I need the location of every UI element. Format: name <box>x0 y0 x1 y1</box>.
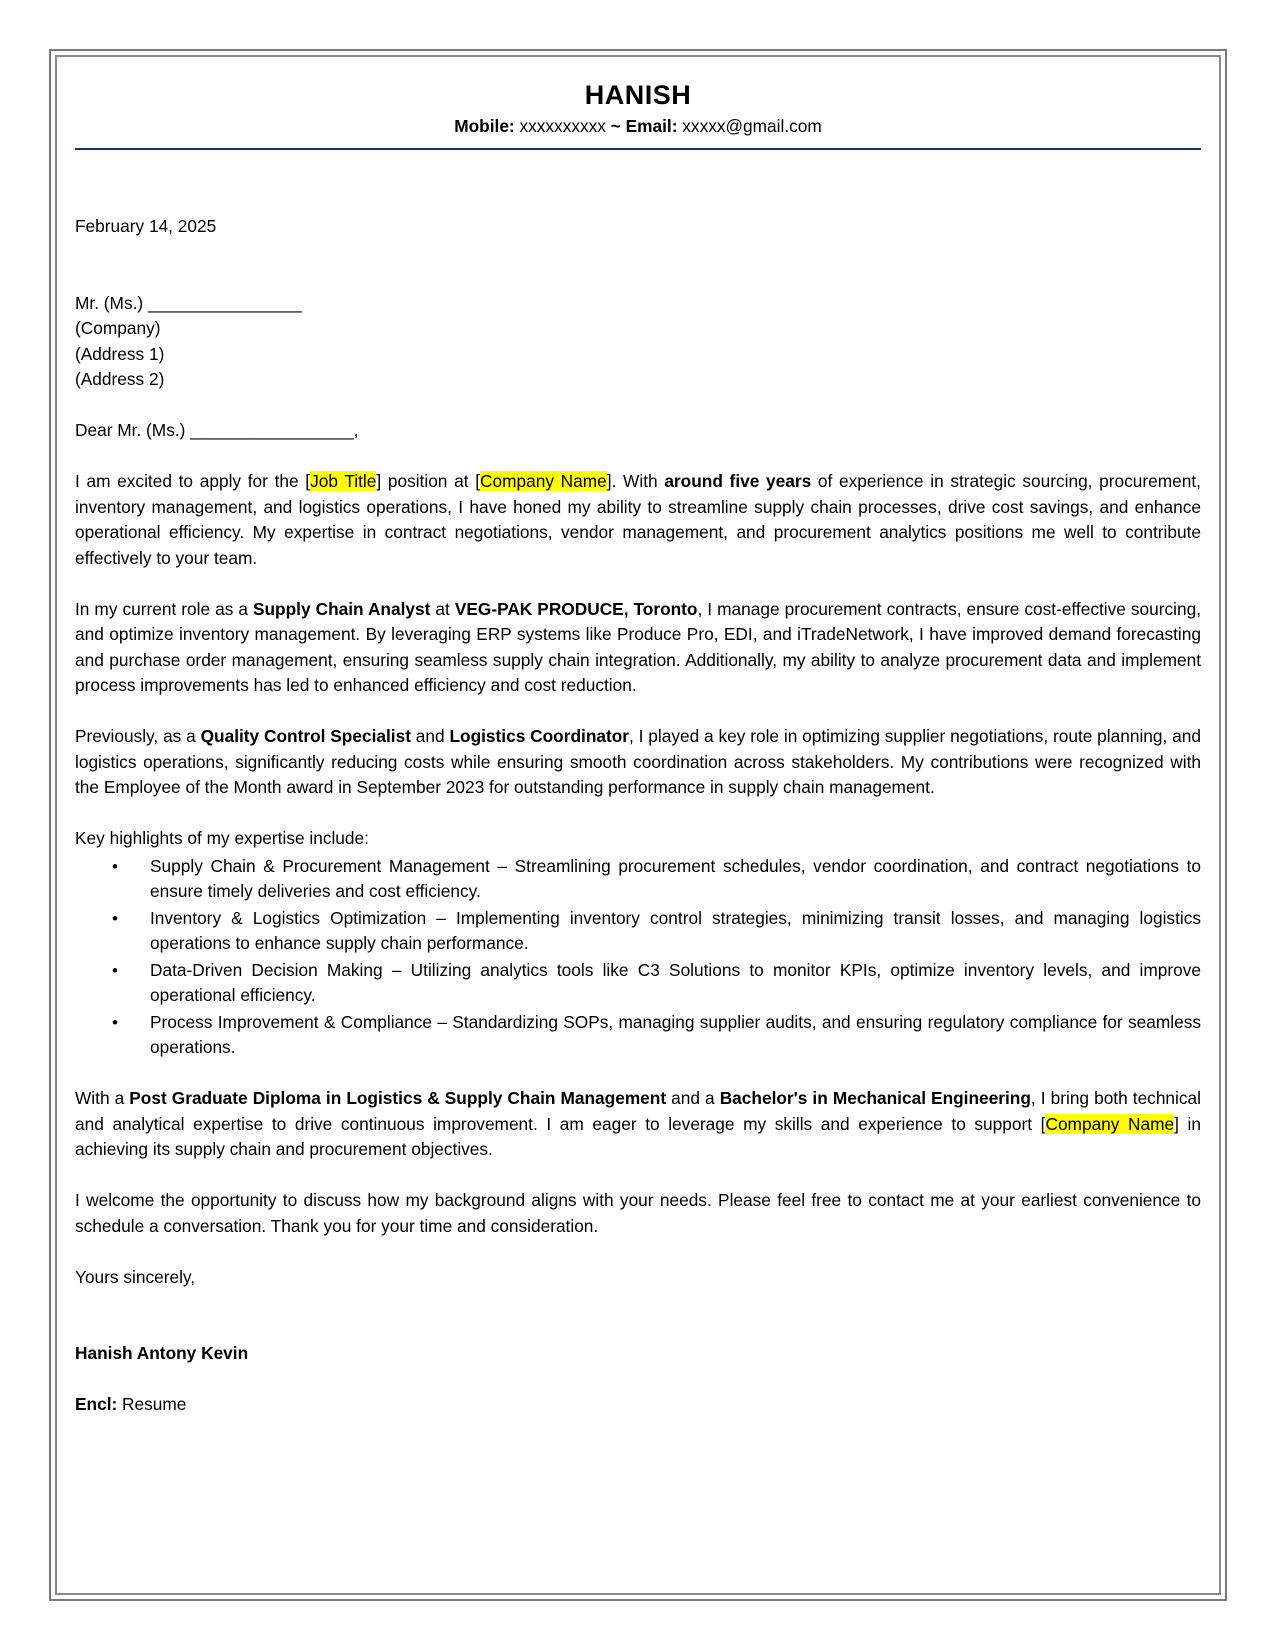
job-title-placeholder: Job Title <box>310 471 377 491</box>
para4-bold-diploma: Post Graduate Diploma in Logistics & Supply Chain Management <box>129 1088 667 1108</box>
company-name-placeholder: Company Name <box>480 471 607 491</box>
list-item <box>112 958 1201 1009</box>
para1-text-2: ] position at [ <box>376 471 481 491</box>
recipient-company-line: (Company) <box>75 318 161 338</box>
bullet-icon: • <box>112 908 118 928</box>
para2-bold-employer: VEG-PAK PRODUCE, Toronto <box>454 598 698 619</box>
para1-text-4: of experience in strategic sourcing, procurement, inventory management, and logistics operations, I have honed my ability to streamline supply chain processes, drive cost savings, and enhance operational efficiency. My expertise in contract negotiations, vendor management, and procurement analytics positions me well to contribute effectively to your team. <box>75 471 1201 568</box>
header-divider <box>75 148 1201 150</box>
list-item <box>112 854 1201 905</box>
para3-text-3: , I played a key role in optimizing supplier negotiations, route planning, and logistics operations, significantly reducing costs while ensuring smooth coordination across stakeholders. My contributions were recognized with the Employee of the Month award in September 2023 for outstanding performance in supply chain management. <box>75 726 1201 797</box>
para2-text-2: at <box>430 598 455 619</box>
mobile-value: xxxxxxxxxx <box>514 116 611 136</box>
para3-bold-role-2: Logistics Coordinator <box>449 726 630 746</box>
para2-text-3: , I manage procurement contracts, ensure cost-effective sourcing, and optimize inventory management. By leveraging ERP systems like Produce Pro, EDI, and iTradeNetwork, I have improved demand forecasting and purchase order management, ensuring seamless supply chain integration. Additionally, my ability to analyze procurement data and implement process improvements has led to enhanced efficiency and cost reduction. <box>75 598 1201 695</box>
complimentary-close: Yours sincerely, <box>75 1266 196 1287</box>
highlights-intro: Key highlights of my expertise include: <box>75 828 369 848</box>
bullet-icon: • <box>112 1012 118 1032</box>
para4-text-4: ] in achieving its supply chain and procurement objectives. <box>75 1113 1201 1159</box>
list-item-text: Supply Chain & Procurement Management – Streamlining procurement schedules, vendor coordination, and contract negotiations to ensure timely deliveries and cost efficiency. <box>150 855 1201 901</box>
para2-bold-role: Supply Chain Analyst <box>252 598 431 619</box>
list-item <box>112 1010 1201 1061</box>
contact-line <box>75 114 1201 138</box>
para3-bold-role-1: Quality Control Specialist <box>200 726 411 746</box>
company-name-placeholder: Company Name <box>1045 1113 1175 1134</box>
para4-text-2: and a <box>666 1088 720 1108</box>
list-item-text: Inventory & Logistics Optimization – Implementing inventory control strategies, minimizing transit losses, and managing logistics operations to enhance supply chain performance. <box>150 907 1201 953</box>
para1-bold-experience: around five years <box>664 471 812 491</box>
para2-text-1: In my current role as a <box>75 598 253 619</box>
highlights-list <box>75 854 1201 1061</box>
para1-text-3: ]. With <box>606 471 665 491</box>
list-item <box>112 906 1201 957</box>
recipient-name-line: Mr. (Ms.) ________________ <box>75 292 302 313</box>
mobile-label: Mobile: <box>454 116 515 136</box>
para4-text-1: With a <box>75 1088 130 1108</box>
contact-separator: ~ <box>610 116 626 136</box>
recipient-address-line-1: (Address 1) <box>75 343 165 364</box>
cover-letter-page <box>75 76 1201 1418</box>
para4-text-3: , I bring both technical and analytical expertise to drive continuous improvement. I am eager to leverage my skills and experience to support [ <box>75 1088 1201 1134</box>
enclosure-label: Encl: <box>75 1394 118 1414</box>
enclosure-line <box>75 1392 1201 1418</box>
bullet-icon: • <box>112 960 118 980</box>
salutation: Dear Mr. (Ms.) _________________, <box>75 420 359 440</box>
applicant-name-heading: HANISH <box>584 80 692 110</box>
signer-name: Hanish Antony Kevin <box>75 1343 249 1363</box>
para3-text-1: Previously, as a <box>75 726 201 746</box>
paragraph-previous-roles <box>75 724 1201 801</box>
recipient-address-line-2: (Address 2) <box>75 369 165 389</box>
bullet-icon: • <box>112 856 118 876</box>
para3-text-2: and <box>410 726 450 746</box>
para4-bold-degree: Bachelor's in Mechanical Engineering <box>719 1088 1031 1108</box>
list-item-text: Data-Driven Decision Making – Utilizing analytics tools like C3 Solutions to monitor KPIs, optimize inventory levels, and improve operational efficiency. <box>150 959 1201 1005</box>
enclosure-value: Resume <box>117 1394 187 1414</box>
list-item-text: Process Improvement & Compliance – Standardizing SOPs, managing supplier audits, and ensuring regulatory compliance for seamless operations. <box>150 1011 1201 1057</box>
email-value: xxxxx@gmail.com <box>677 116 822 136</box>
recipient-address <box>75 291 1201 393</box>
para1-text-1: I am excited to apply for the [ <box>75 471 311 491</box>
paragraph-intro <box>75 469 1201 571</box>
paragraph-education <box>75 1086 1201 1163</box>
email-label: Email: <box>625 116 678 136</box>
letter-date: February 14, 2025 <box>75 216 217 236</box>
paragraph-closing: I welcome the opportunity to discuss how my background aligns with your needs. Please feel free to contact me at your earliest convenience to schedule a conversation. Thank you for your time and consideration. <box>75 1190 1201 1236</box>
paragraph-current-role <box>75 597 1201 699</box>
